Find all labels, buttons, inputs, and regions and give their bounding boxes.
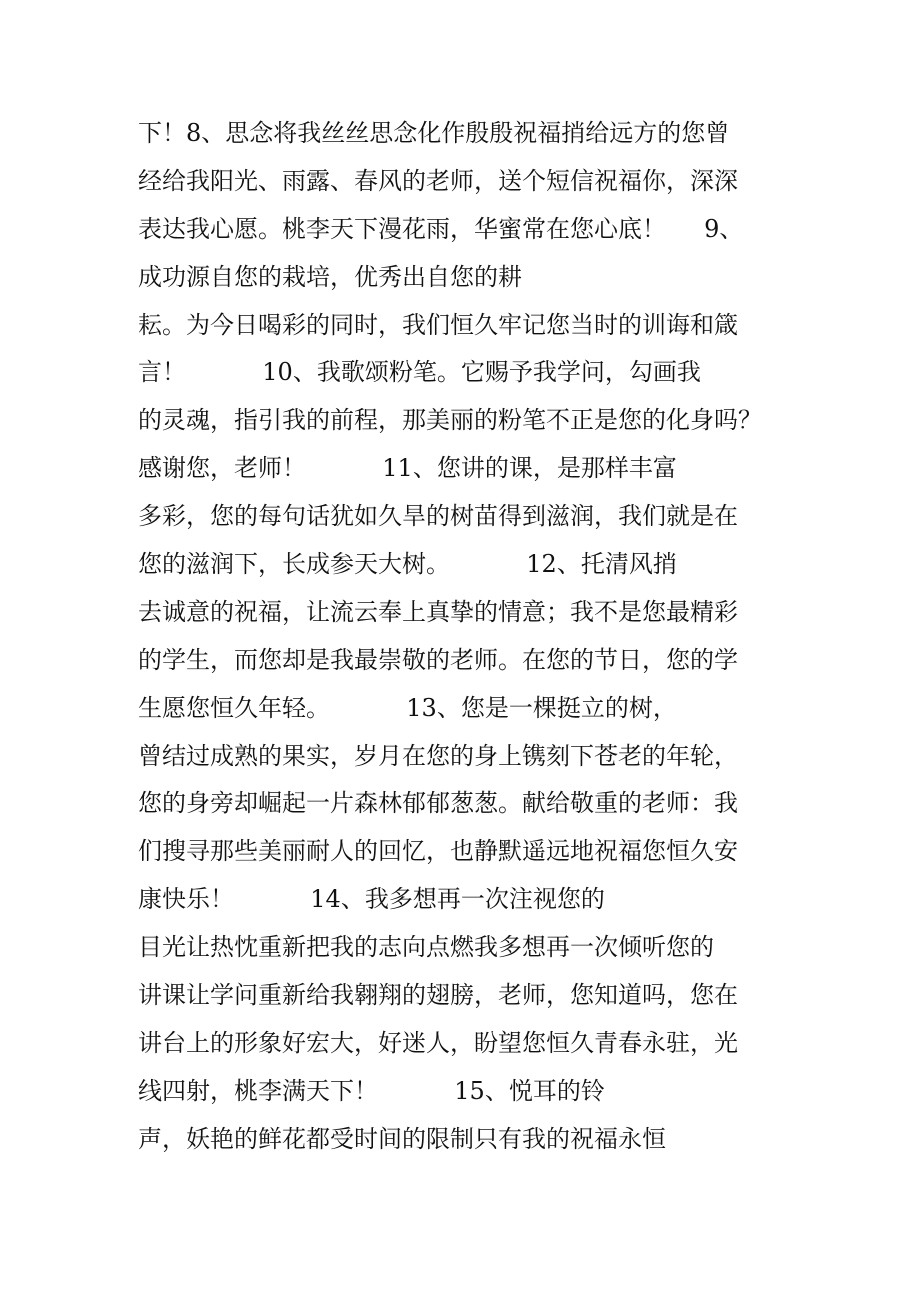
text-line: 您的滋润下，长成参天大树。 12、托清风捎 xyxy=(138,550,677,579)
text-line: 言！ 10、我歌颂粉笔。它赐予我学问，勾画我 xyxy=(138,358,701,387)
text-line: 讲台上的形象好宏大，好迷人，盼望您恒久青春永驻，光 xyxy=(138,1028,738,1057)
text-line: 康快乐！ 14、我多想再一次注视您的 xyxy=(138,885,605,914)
text-line: 的学生，而您却是我最崇敬的老师。在您的节日，您的学 xyxy=(138,645,738,674)
text-line: 感谢您，老师！ 11、您讲的课，是那样丰富 xyxy=(138,454,677,483)
text-line: 的灵魂，指引我的前程，那美丽的粉笔不正是您的化身吗？ xyxy=(138,406,762,435)
text-line: 经给我阳光、雨露、春风的老师，送个短信祝福你，深深 xyxy=(138,166,738,195)
text-line: 下！8、思念将我丝丝思念化作殷殷祝福捎给远方的您曾 xyxy=(138,119,730,147)
text-line: 您的身旁却崛起一片森林郁郁葱葱。献给敬重的老师：我 xyxy=(138,789,738,818)
text-line: 生愿您恒久年轻。 13、您是一棵挺立的树， xyxy=(138,693,677,722)
body-text xyxy=(138,110,798,1164)
text-line: 声，妖艳的鲜花都受时间的限制只有我的祝福永恒 xyxy=(138,1124,666,1153)
text-line: 表达我心愿。桃李天下漫花雨，华蜜常在您心底！ 9、 xyxy=(138,214,744,243)
text-line: 们搜寻那些美丽耐人的回忆，也静默遥远地祝福您恒久安 xyxy=(138,837,738,866)
text-line: 去诚意的祝福，让流云奉上真挚的情意；我不是您最精彩 xyxy=(138,597,738,626)
text-line: 成功源自您的栽培，优秀出自您的耕 xyxy=(138,262,522,291)
text-line: 多彩，您的每句话犹如久旱的树苗得到滋润，我们就是在 xyxy=(138,502,738,531)
text-line: 曾结过成熟的果实，岁月在您的身上镌刻下苍老的年轮， xyxy=(138,741,738,770)
text-line: 目光让热忱重新把我的志向点燃我多想再一次倾听您的 xyxy=(138,933,714,962)
text-line: 耘。为今日喝彩的同时，我们恒久牢记您当时的训诲和箴 xyxy=(138,310,738,339)
text-line: 线四射，桃李满天下！ 15、悦耳的铃 xyxy=(138,1076,605,1105)
text-line: 讲课让学问重新给我翱翔的翅膀，老师，您知道吗，您在 xyxy=(138,981,738,1010)
